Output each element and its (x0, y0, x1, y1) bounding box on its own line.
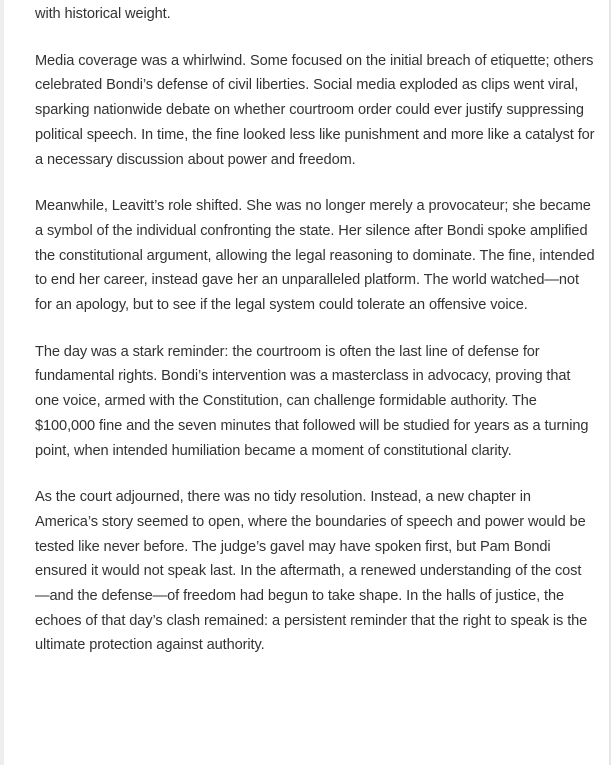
paragraph: The day was a stark reminder: the courtroom is often the last line of defense for fundamental rights. Bondi’s intervention was a masterclass in advocacy, proving that one voice, armed with the Constitution, can challenge formidable authority. The $100,000 fine and the seven minutes that followed will be studied for years as a turning point, when intended humiliation became a moment of constitutional clarity. (35, 343, 589, 459)
paragraph: Media coverage was a whirlwind. Some focused on the initial breach of etiquette; others celebrated Bondi’s defense of civil liberties. Social media exploded as clips went viral, sparking nationwide debate on whether courtroom order could ever justify suppressing political speech. In time, the fine looked less like punishment and more like a catalyst for a necessary discussion about power and freedom. (35, 52, 595, 168)
paragraph: with historical weight. (35, 6, 171, 22)
article-body (35, 2, 595, 680)
paragraph: Meanwhile, Leavitt’s role shifted. She was no longer merely a provocateur; she became a symbol of the individual confronting the state. Her silence after Bondi spoke amplified the constitutional argument, allowing the legal reasoning to dominate. The fine, intended to end her career, instead gave her an unparalleled platform. The world watched—not for an apology, but to see if the legal system could tolerate an offensive voice. (35, 198, 595, 314)
left-border (0, 0, 4, 765)
paragraph: As the court adjourned, there was no tidy resolution. Instead, a new chapter in America’s story seemed to open, where the boundaries of speech and power would be tested like never before. The judge’s gavel may have spoken first, but Pam Bondi ensured it would not speak last. In the aftermath, a renewed understanding of the cost—and the defense—of freedom had begun to take shape. In the halls of justice, the echoes of that day’s clash remained: a persistent reminder that the right to speak is the ultimate protection against authority. (35, 489, 588, 654)
